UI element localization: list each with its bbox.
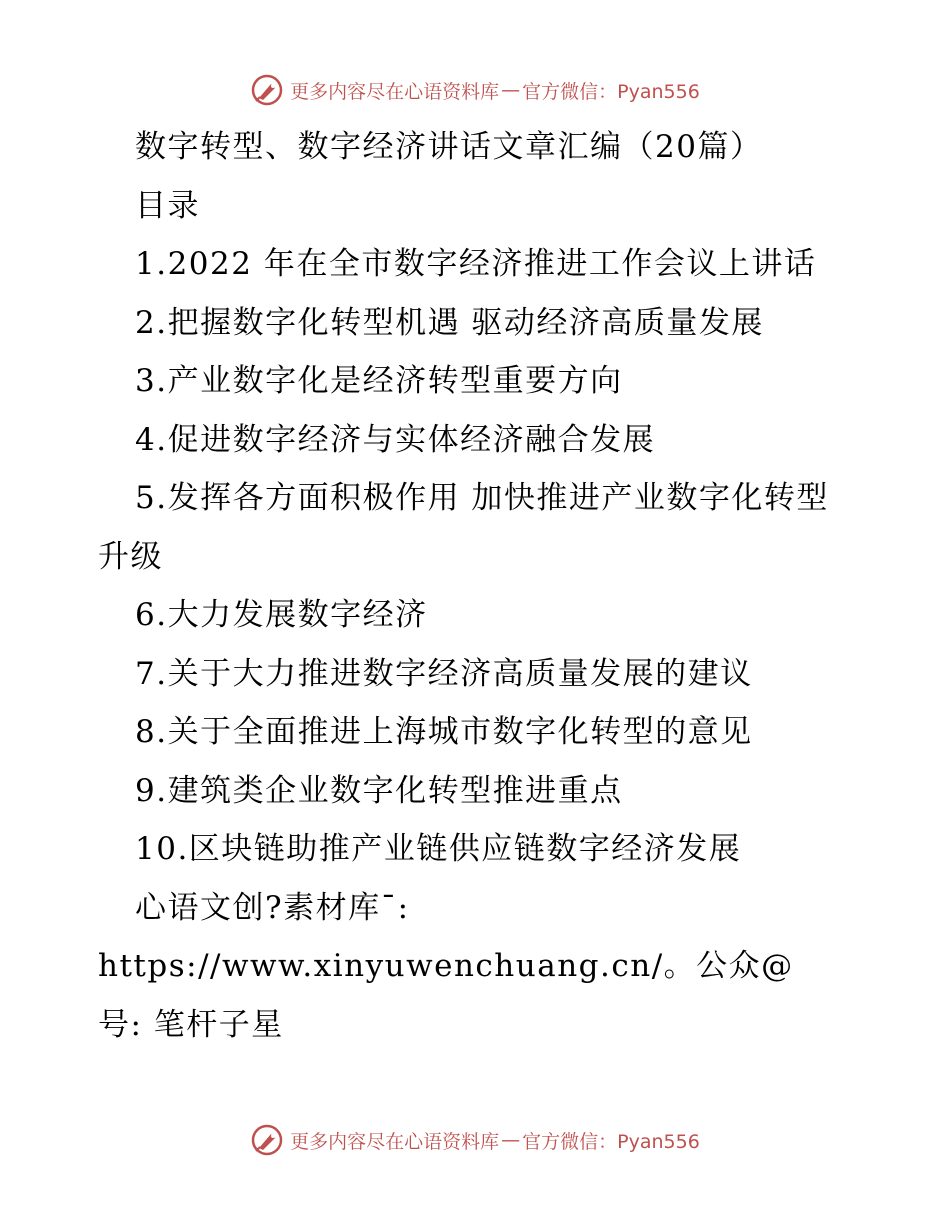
- toc-item: 9.建筑类企业数字化转型推进重点: [135, 772, 623, 809]
- banner-wechat-text: 官方微信：Pyan556: [522, 80, 700, 103]
- banner-wechat-text: 官方微信：Pyan556: [522, 1130, 700, 1153]
- pen-nib-logo-icon: [250, 1123, 284, 1157]
- pen-nib-logo-icon: [250, 73, 284, 107]
- document-title: 数字转型、数字经济讲话文章汇编（20篇）: [135, 129, 763, 165]
- banner-separator: —: [501, 79, 521, 101]
- toc-item: 6.大力发展数字经济: [135, 597, 428, 633]
- header-banner: [0, 70, 950, 110]
- document-body: [98, 118, 838, 1054]
- banner-main-text: 更多内容尽在心语资料库: [290, 80, 500, 103]
- toc-item: 2.把握数字化转型机遇 驱动经济高质量发展: [135, 304, 764, 341]
- footer-banner: [0, 1120, 950, 1160]
- toc-item: 4.促进数字经济与实体经济融合发展: [135, 421, 656, 458]
- banner-separator: —: [501, 1129, 521, 1151]
- toc-item: 8.关于全面推进上海城市数字化转型的意见: [135, 714, 753, 750]
- toc-item: 3.产业数字化是经济转型重要方向: [135, 363, 623, 399]
- footer-note: 心语文创?素材库¯: https://www.xinyuwenchuang.cn/。公众@号: 笔杆子星: [98, 889, 794, 1043]
- toc-item: 7.关于大力推进数字经济高质量发展的建议: [135, 655, 753, 692]
- toc-item: 10.区块链助推产业链供应链数字经济发展: [135, 831, 742, 867]
- banner-main-text: 更多内容尽在心语资料库: [290, 1130, 500, 1153]
- toc-item: 1.2022 年在全市数字经济推进工作会议上讲话: [135, 246, 817, 282]
- toc-item: 5.发挥各方面积极作用 加快推进产业数字化转型升级: [98, 480, 829, 575]
- toc-heading: 目录: [135, 187, 200, 224]
